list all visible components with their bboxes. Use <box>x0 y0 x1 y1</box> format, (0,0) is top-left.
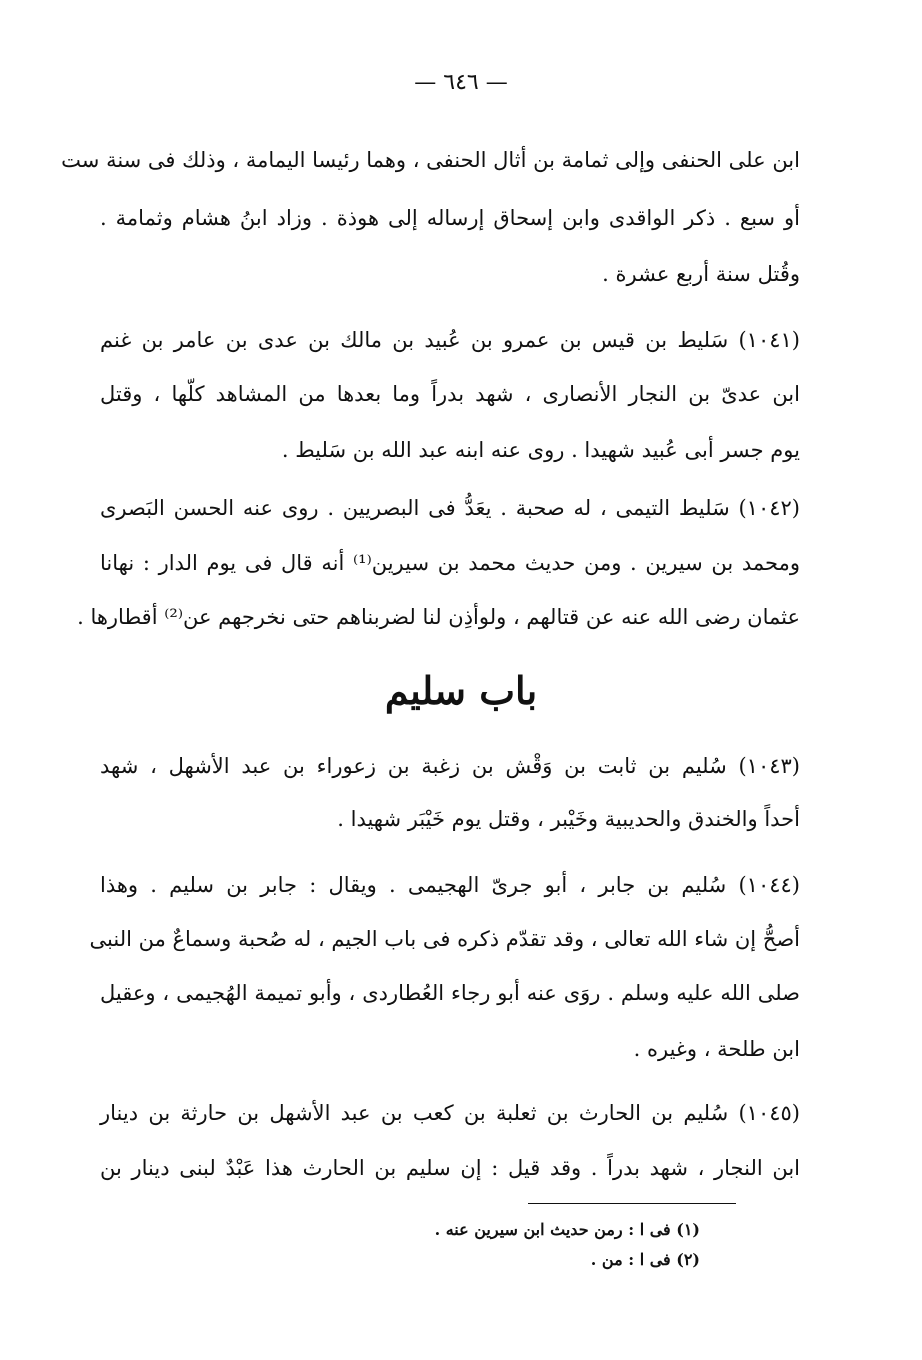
text-line: أحداً والخندق والحديبية وخَيْبر ، وقتل يوم خَيْبَر شهيدا . <box>337 807 800 831</box>
text-line: ابن على الحنفى وإلى ثمامة بن أثال الحنفى ، وهما رئيسا اليمامة ، وذلك فى سنة ست <box>61 148 800 172</box>
text-line: ابن عدىّ بن النجار الأنصارى ، شهد بدراً وما بعدها من المشاهد كلّها ، وقتل <box>100 382 800 406</box>
footnote-1: (١) فى ا : رمن حديث ابن سيرين عنه . <box>434 1220 700 1239</box>
text-line: وقُتل سنة أربع عشرة . <box>602 262 800 286</box>
text-line: عثمان رضى الله عنه عن قتالهم ، ولوأذِن لنا لضربناهم حتى نخرجهم عن⁽²⁾ أقطارها . <box>77 605 800 629</box>
entry-1042-line: (١٠٤٢) سَليط التيمى ، له صحبة . يعَدُّ فى البصريين . روى عنه الحسن البَصرى <box>100 496 800 520</box>
text-line: صلى الله عليه وسلم . روَى عنه أبو رجاء العُطاردى ، وأبو تميمة الهُجيمى ، وعقيل <box>100 981 800 1005</box>
page-number: — ٦٤٦ — <box>414 70 508 95</box>
entry-1043-line: (١٠٤٣) سُليم بن ثابت بن وَقْش بن زغبة بن زعوراء بن عبد الأشهل ، شهد <box>100 754 800 778</box>
footnote-divider <box>528 1203 736 1204</box>
text-line: أو سبع . ذكر الواقدى وابن إسحاق إرساله إلى هوذة . وزاد ابنُ هشام وثمامة . <box>100 206 800 230</box>
entry-1045-line: (١٠٤٥) سُليم بن الحارث بن ثعلبة بن كعب بن عبد الأشهل بن حارثة بن دينار <box>100 1101 800 1125</box>
text-line: ومحمد بن سيرين . ومن حديث محمد بن سيرين⁽¹⁾ أنه قال فى يوم الدار : نهانا <box>100 551 800 575</box>
text-line: ابن النجار ، شهد بدراً . وقد قيل : إن سليم بن الحارث هذا عَبْدٌ لبنى دينار بن <box>100 1156 800 1180</box>
text-line: أصحُّ إن شاء الله تعالى ، وقد تقدّم ذكره فى باب الجيم ، له صُحبة وسماعٌ من النبى <box>89 927 800 951</box>
entry-1041-line: (١٠٤١) سَليط بن قيس بن عمرو بن عُبيد بن مالك بن عدى بن عامر بن غنم <box>100 328 800 352</box>
entry-1044-line: (١٠٤٤) سُليم بن جابر ، أبو جرىّ الهجيمى . ويقال : جابر بن سليم . وهذا <box>100 873 800 897</box>
footnote-2: (٢) فى ا : من . <box>590 1250 700 1269</box>
section-heading: باب سليم <box>384 668 538 713</box>
text-line: يوم جسر أبى عُبيد شهيدا . روى عنه ابنه عبد الله بن سَليط . <box>281 438 800 462</box>
text-line: ابن طلحة ، وغيره . <box>633 1037 800 1061</box>
